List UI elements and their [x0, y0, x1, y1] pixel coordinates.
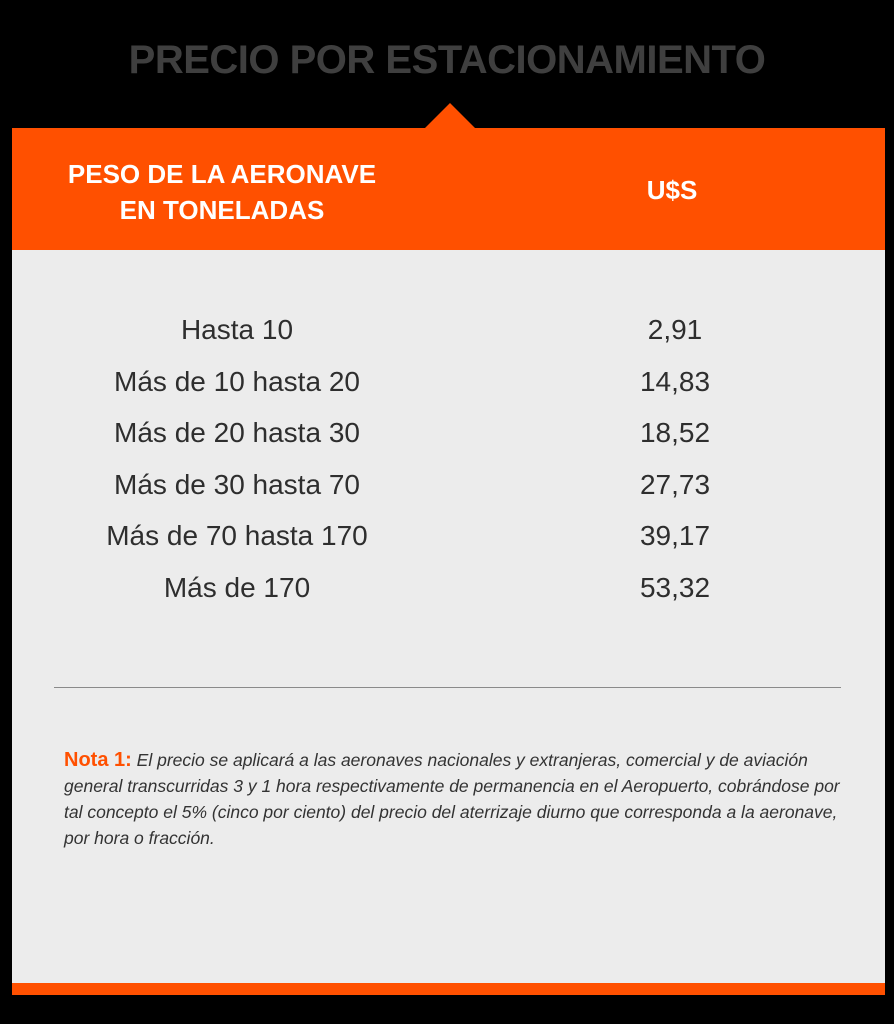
page-title: PRECIO POR ESTACIONAMIENTO: [128, 38, 766, 82]
table-row: [12, 510, 885, 562]
weight-header-line2: EN TONELADAS: [119, 195, 325, 225]
currency-column-header: U$S: [646, 175, 698, 205]
footnote: [64, 747, 844, 851]
footnote-label: Nota 1:: [64, 749, 132, 771]
weight-range-cell: Más de 30 hasta 70: [114, 468, 360, 500]
price-cell: 2,91: [647, 314, 703, 345]
weight-column-header: [42, 156, 402, 228]
table-row: [12, 356, 885, 408]
table-header: [12, 128, 885, 250]
price-cell: 53,32: [639, 571, 711, 603]
header-notch: [424, 103, 476, 129]
weight-range-cell: Más de 70 hasta 170: [106, 520, 368, 551]
price-cell: 14,83: [639, 365, 711, 397]
weight-range-cell: Más de 20 hasta 30: [114, 417, 360, 448]
table-row: [12, 562, 885, 614]
table-row: [12, 304, 885, 356]
price-cell: 18,52: [639, 417, 711, 448]
weight-range-cell: Hasta 10: [180, 314, 294, 345]
price-card: [12, 128, 885, 995]
weight-range-cell: Más de 10 hasta 20: [114, 365, 360, 397]
price-cell: 39,17: [639, 520, 711, 551]
bottom-accent-bar: [12, 983, 885, 995]
weight-range-cell: Más de 170: [163, 571, 311, 603]
table-row: [12, 459, 885, 511]
table-row: [12, 407, 885, 459]
divider: [54, 687, 841, 688]
footnote-text: El precio se aplicará a las aeronaves nacionales y extranjeras, comercial y de aviación general transcurridas 3 y 1 hora respectivamente de permanencia en el Aeropuerto, cobrándose por tal concepto el 5% (cinco por ciento) del precio del aterrizaje diurno que corresponda a la aeronave, por hora o fracción.: [64, 750, 840, 848]
weight-header-line1: PESO DE LA AERONAVE: [67, 159, 377, 189]
price-cell: 27,73: [639, 468, 711, 500]
table-body: [12, 304, 885, 613]
